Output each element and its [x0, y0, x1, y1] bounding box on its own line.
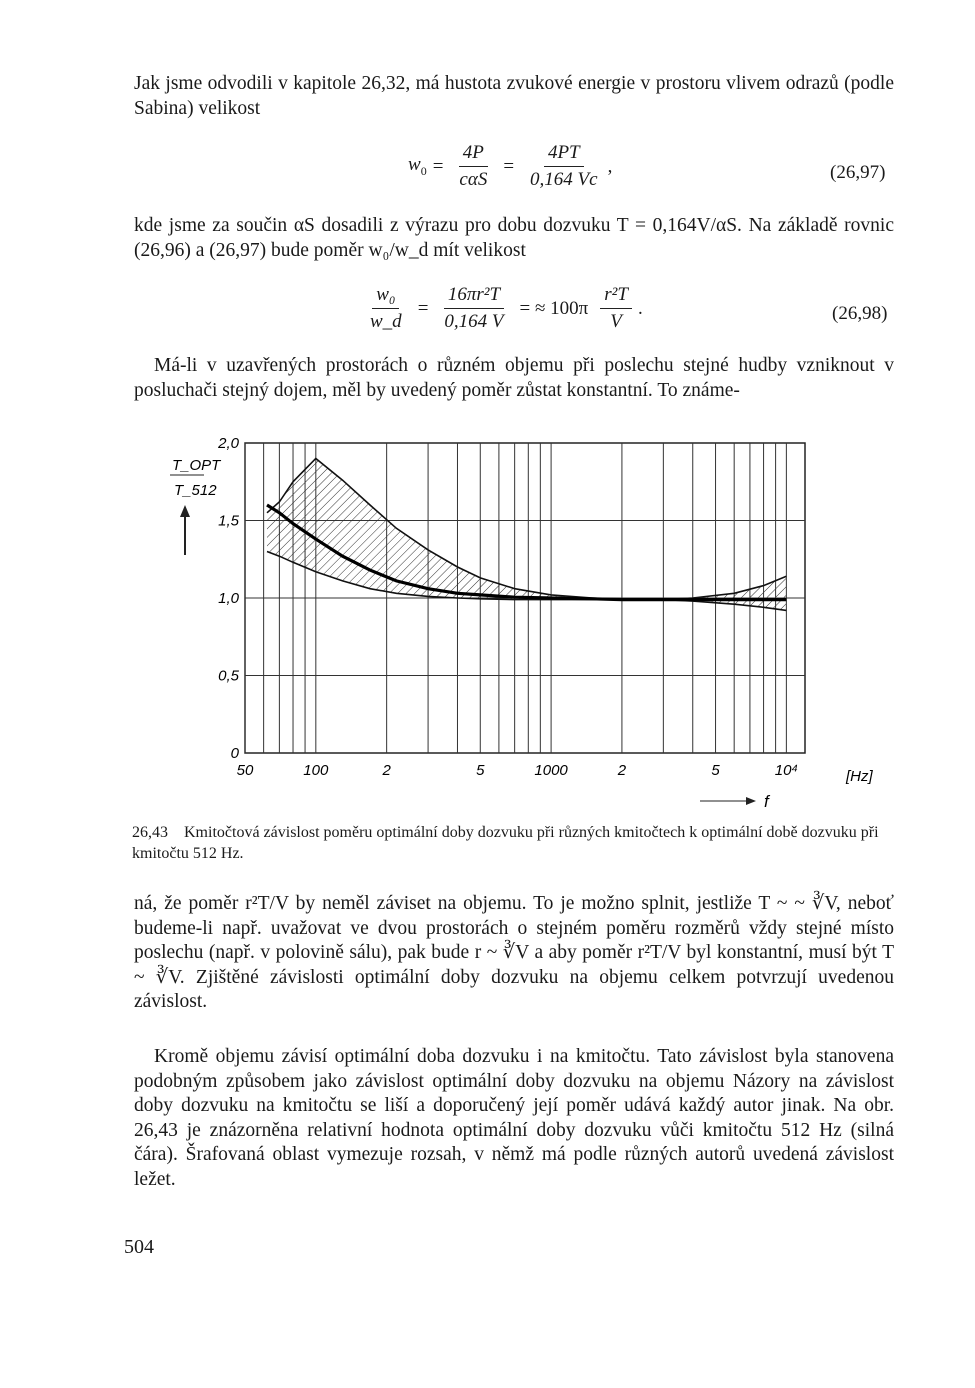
x-tick-label: 100 — [303, 762, 329, 779]
x-axis-unit: [Hz] — [846, 768, 873, 785]
x-axis-arrowhead — [746, 797, 756, 805]
equation-26-97: $w_0$ = $\frac{4P}{\text{cαS}}$ = $\frac{4PT}{0,164 Vc}$ , — [408, 142, 613, 190]
y-tick-label: 2,0 — [218, 435, 239, 452]
x-axis-label: f — [764, 792, 769, 811]
figure-caption — [132, 822, 892, 864]
y-axis-arrowhead — [180, 505, 190, 517]
figure-chart — [150, 425, 880, 815]
eq2-fraction-2: $\frac{\text{r²T}}{V}$ — [600, 284, 632, 333]
x-tick-label: 5 — [476, 762, 485, 779]
eq1-fraction-2: $\frac{4PT}{0,164 Vc}$ — [530, 142, 598, 190]
y-tick-label: 0,5 — [218, 667, 239, 685]
caption-text: Kmitočtová závislost poměru optimální doby dozvuku při různých kmitočtech k optimální době dozvuku při kmitočtu 512 Hz. — [132, 824, 879, 862]
y-axis-label-top: T_OPT — [172, 457, 221, 474]
x-tick-label: 2 — [617, 762, 627, 779]
page-number: 504 — [124, 1236, 154, 1258]
equation-number-26-97: (26,97) — [830, 162, 886, 183]
eq1-fraction-1: $\frac{4P}{\text{cαS}}$ — [459, 142, 488, 190]
paragraph-5: Kromě objemu závisí optimální doba dozvuku i na kmitočtu. Tato závislost byla stanovena podobným způsobem jako závislost optimální doby dozvuku na objemu Názory na závislost doby dozvuku na kmitočtu se liší a doporučený její poměr udává každý autor jinak. Na obr. 26,43 je znázorněna relativní hodnota optimální doby dozvuku vůči kmitočtu 512 Hz (silná čára). Šrafovaná oblast vymezuje rozsah, v němž má podle různých autorů uvedená závislost ležet. — [134, 1046, 894, 1190]
x-tick-label: 5 — [711, 762, 720, 779]
x-tick-label: 2 — [382, 762, 391, 779]
paragraph-1: Jak jsme odvodili v kapitole 26,32, má hustota zvukové energie v prostoru vlivem odrazů (podle Sabina) velikost — [134, 73, 894, 119]
eq1-lhs: $w_0$ — [408, 154, 427, 178]
y-tick-label: 1,5 — [218, 512, 239, 530]
equation-26-98: $\frac{\text{w₀}}{w\_d}$ = $\frac{\text{16πr²T}}{0,164 V}$ = ≈ 100π $\frac{\text{r²T}}{V}$ . — [360, 284, 643, 333]
x-tick-label: 50 — [236, 762, 254, 779]
x-tick-label: 10⁴ — [774, 762, 798, 779]
paragraph-3: Má-li v uzavřených prostorách o různém objemu při poslechu stejné hudby vzniknout v posluchači stejný dojem, měl by uvedený poměr zůstat konstantní. To známe- — [134, 355, 894, 401]
x-tick-label: 1000 — [534, 762, 568, 779]
paragraph-4: ná, že poměr r²T/V by neměl záviset na objemu. To je možno splnit, jestliže T ~ ~ ∛V, neboť budeme-li např. uvažovat ve dvou prostorách o stejném poměru rozměrů vždy stejné místo poslechu (např. v polovině sálu), pak bude r ~ ∛V a aby poměr r²T/V byl konstantní, musí být T ~ ∛V. Zjištěné závislosti optimální doby dozvuku na objemu celkem potvrzují uvedenou závislost. — [134, 893, 894, 1012]
y-axis-label-bottom: T_512 — [174, 482, 217, 499]
y-tick-label: 1,0 — [218, 590, 239, 607]
caption-number: 26,43 — [132, 824, 168, 841]
y-tick-label: 0 — [230, 745, 239, 762]
eq2-fraction-1: $\frac{\text{16πr²T}}{0,164 V}$ — [444, 284, 504, 332]
eq2-lhs-fraction: $\frac{\text{w₀}}{w\_d}$ — [370, 284, 402, 332]
equation-number-26-98: (26,98) — [832, 303, 888, 324]
paragraph-2: kde jsme za součin αS dosadili z výrazu pro dobu dozvuku T = 0,164V/αS. Na základě rovnic (26,96) a (26,97) bude poměr w₀/w_d mít velikost — [134, 215, 894, 261]
